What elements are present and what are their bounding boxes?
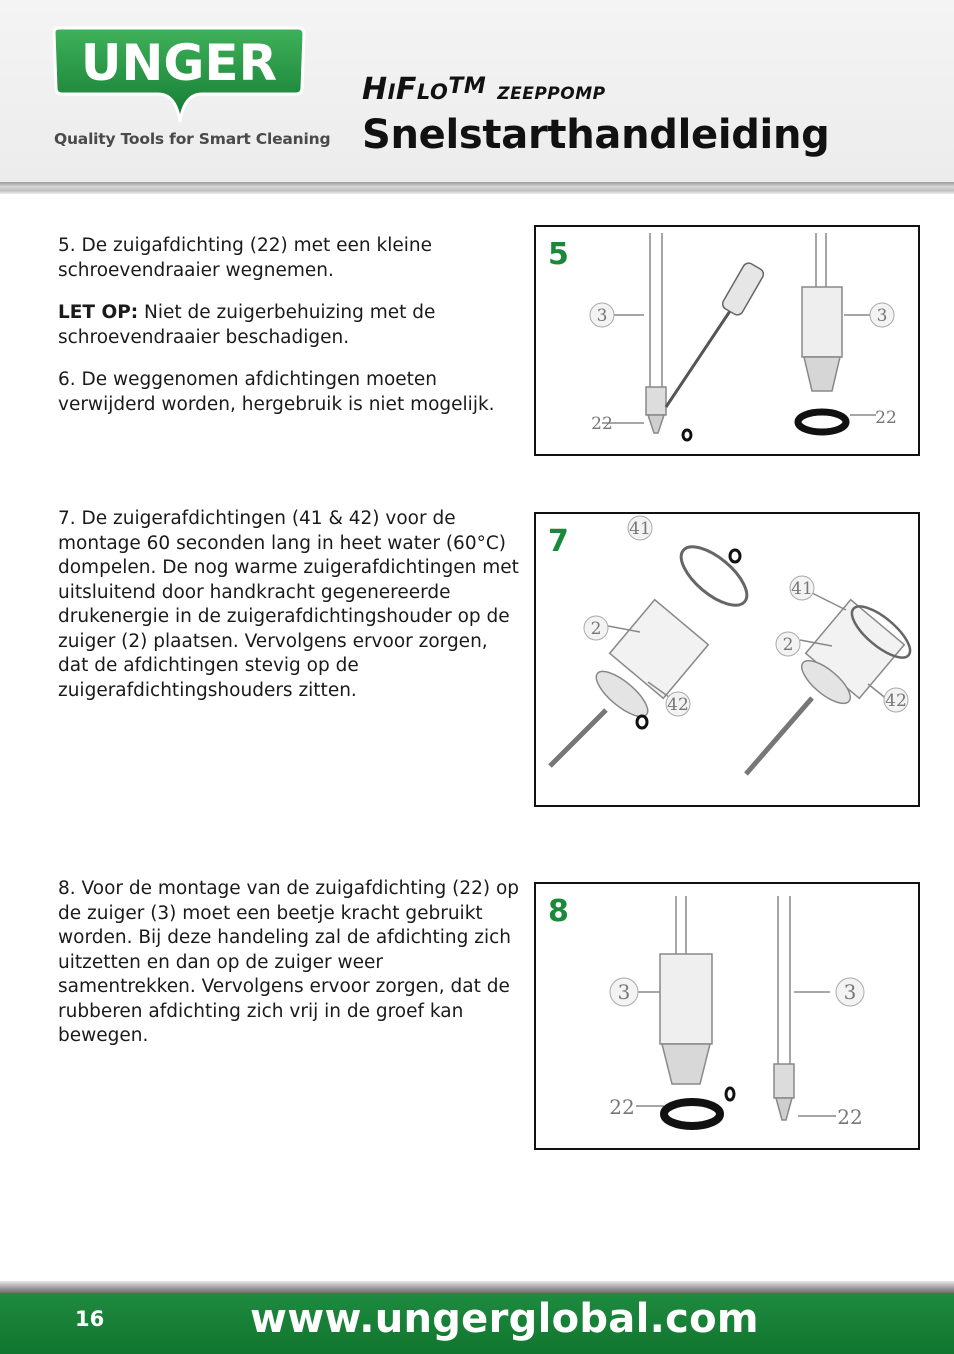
website-link[interactable]: www.ungerglobal.com xyxy=(250,1296,759,1342)
figure-8-illustration xyxy=(536,884,918,1148)
figure-5 xyxy=(534,225,920,456)
step-5-paragraph: 5. De zuigafdichting (22) met een kleine schroevendraaier wegnemen. xyxy=(58,235,432,281)
fig7-label-f: 42 xyxy=(885,691,907,711)
figure-7 xyxy=(534,512,920,807)
fig5-label-b: 22 xyxy=(591,414,613,434)
fig7-label-a: 41 xyxy=(629,519,651,539)
step-7-text xyxy=(58,507,520,721)
page-title: Snelstarthandleiding xyxy=(362,112,830,158)
page-number: 16 xyxy=(75,1307,105,1331)
unger-logo xyxy=(52,26,306,126)
note-text: Niet de zuigerbehuizing met de schroevendraaier beschadigen. xyxy=(58,302,436,348)
logo-tagline: Quality Tools for Smart Cleaning xyxy=(54,130,331,148)
figure-8 xyxy=(534,882,920,1150)
fig8-label-a: 3 xyxy=(617,980,631,1004)
figure-8-number: 8 xyxy=(548,894,569,929)
fig8-label-d: 22 xyxy=(837,1105,863,1129)
note-label: LET OP: xyxy=(58,302,139,323)
step-7-paragraph: 7. De zuigerafdichtingen (41 & 42) voor de montage 60 seconden lang in heet water (60°C) dompelen. De nog warme zuigerafdichtingen met uitsluitend door handkracht gegenereerde drukenergie in de zuigerafdichtingshouder op de zuiger (2) plaatsen. Vervolgens ervoor zorgen, dat de afdichtingen stevig op de zuigerafdichtingshouders zitten. xyxy=(58,508,519,701)
step-6-paragraph: 6. De weggenomen afdichtingen moeten verwijderd worden, hergebruik is niet mogelijk. xyxy=(58,369,495,415)
figure-5-number: 5 xyxy=(548,237,569,272)
footer-divider xyxy=(0,1281,954,1293)
fig5-label-a: 3 xyxy=(596,306,608,326)
figure-5-illustration xyxy=(536,227,918,454)
unger-logo-icon xyxy=(52,26,306,126)
product-name xyxy=(362,72,606,107)
fig7-label-c: 42 xyxy=(667,695,689,715)
fig5-label-c: 3 xyxy=(876,306,888,326)
step-8-text xyxy=(58,877,520,1067)
step-5-6-text xyxy=(58,234,520,435)
fig5-label-d: 22 xyxy=(875,408,897,428)
fig8-label-c: 3 xyxy=(843,980,857,1004)
fig8-label-b: 22 xyxy=(609,1095,635,1119)
step-5-note xyxy=(58,301,520,350)
product-main: HiFlo xyxy=(362,72,449,107)
fig7-label-e: 2 xyxy=(782,635,794,655)
header-divider xyxy=(0,182,954,194)
figure-7-illustration xyxy=(536,514,918,805)
fig7-label-d: 41 xyxy=(791,579,813,599)
product-sub: zeeppomp xyxy=(497,77,606,105)
svg-text:UNGER: UNGER xyxy=(80,34,278,92)
step-8-paragraph: 8. Voor de montage van de zuigafdichting (22) op de zuiger (3) moet een beetje kracht gebruikt worden. Bij deze handeling zal de afdichting zich uitzetten en dan op de zuiger weer samentrekken. Vervolgens ervoor zorgen, dat de rubberen afdichting zich vrij in de groef kan bewegen. xyxy=(58,878,520,1046)
figure-7-number: 7 xyxy=(548,524,569,559)
fig7-label-b: 2 xyxy=(590,619,602,639)
trademark: TM xyxy=(448,74,487,99)
